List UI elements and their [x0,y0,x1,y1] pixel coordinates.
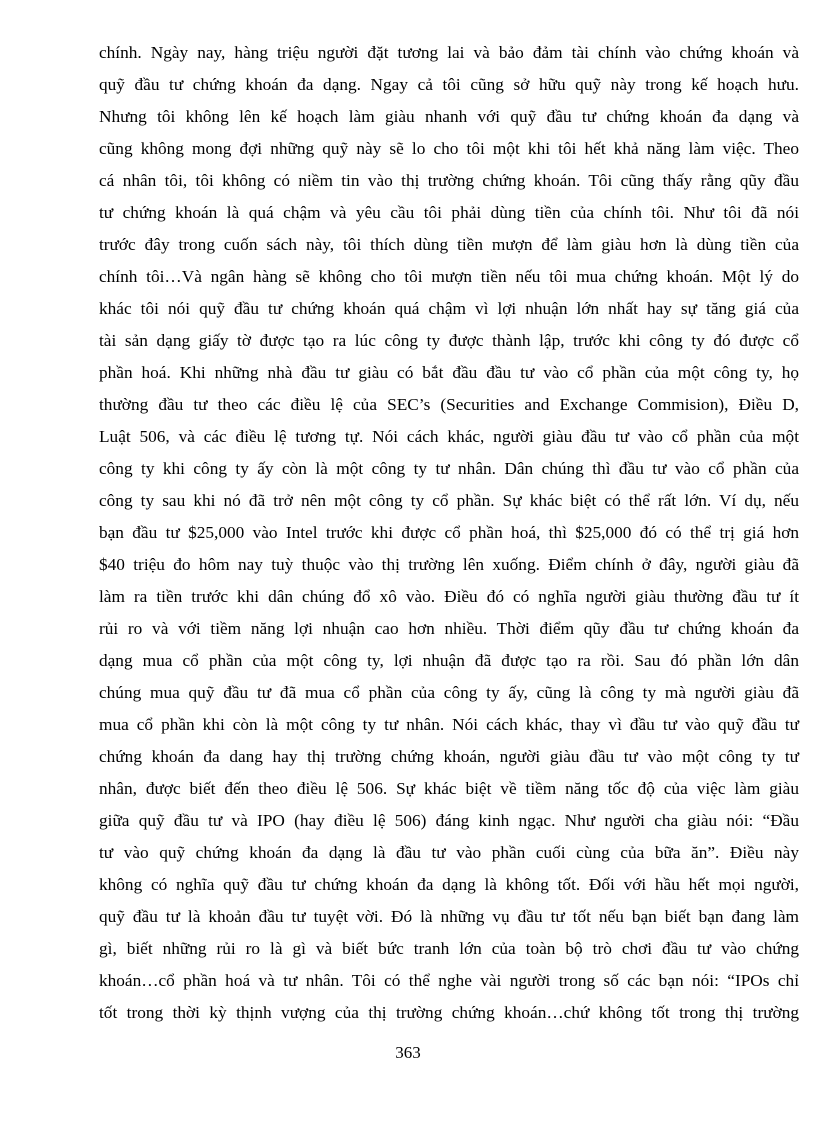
text-line: quỹ đầu tư là khoản đầu tư tuyệt vời. Đó là những vụ đầu tư tốt nếu bạn biết bạn đang làm [99,907,799,926]
text-line: trước đây trong cuốn sách này, tôi thích dùng tiền mượn để làm giàu hơn là dùng tiền của [99,235,799,254]
text-line: cá nhân tôi, tôi không có niềm tin vào thị trường chứng khoán. Tôi cũng thấy rằng qũy đầu [99,171,799,190]
text-line: gì, biết những rủi ro là gì và biết bức tranh lớn của toàn bộ trò chơi đầu tư vào chứng [99,939,799,958]
text-line: $40 triệu đo hôm nay tuỳ thuộc vào thị trường lên xuống. Điểm chính ở đây, người giàu đã [99,555,799,574]
text-line: không có nghĩa quỹ đầu tư chứng khoán đa dạng là không tốt. Đối với hầu hết mọi người, [99,875,799,894]
text-line: nhân, được biết đến theo điều lệ 506. Sự khác biệt về tiềm năng tốc độ của việc làm giàu [99,779,799,798]
text-line: thường đầu tư theo các điều lệ của SEC’s (Securities and Exchange Commision), Điều D, [99,395,799,414]
text-line: bạn đầu tư $25,000 vào Intel trước khi được cổ phần hoá, thì $25,000 đó có thể trị giá hơn [99,523,799,542]
text-line: chính tôi…Và ngân hàng sẽ không cho tôi mượn tiền nếu tôi mua chứng khoán. Một lý do [99,267,799,286]
text-line: phần hoá. Khi những nhà đầu tư giàu có bắt đầu đầu tư vào cổ phần của một công ty, họ [99,363,799,382]
text-line: Luật 506, và các điều lệ tương tự. Nói cách khác, người giàu đầu tư vào cổ phần của một [99,427,799,446]
text-line: làm ra tiền trước khi dân chúng đổ xô vào. Điều đó có nghĩa người giàu thường đầu tư ít [99,587,799,606]
body-text [99,37,799,1029]
text-line: chúng mua quỹ đầu tư đã mua cổ phần của công ty ấy, cũng là công ty mà người giàu đã [99,683,799,702]
text-line: Nhưng tôi không lên kế hoạch làm giàu nhanh với quỹ đầu tư chứng khoán đa dạng và [99,107,799,126]
text-line: cũng không mong đợi những quỹ này sẽ lo cho tôi một khi tôi hết khả năng làm việc. Theo [99,139,799,158]
text-line: rủi ro và với tiềm năng lợi nhuận cao hơn nhiều. Thời điểm qũy đầu tư chứng khoán đa [99,619,799,638]
text-line: khoán…cổ phần hoá và tư nhân. Tôi có thể nghe vài người trong số các bạn nói: “IPOs chỉ [99,971,799,990]
text-line: công ty sau khi nó đã trở nên một công ty cổ phần. Sự khác biệt có thể rất lớn. Ví dụ, nếu [99,491,799,510]
text-line: giữa quỹ đầu tư và IPO (hay điều lệ 506) đáng kinh ngạc. Như người cha giàu nói: “Đầu [99,811,799,830]
page-number: 363 [395,1043,421,1062]
text-line: chính. Ngày nay, hàng triệu người đặt tương lai và bảo đảm tài chính vào chứng khoán và [99,43,799,62]
text-line: chứng khoán đa dang hay thị trường chứng khoán, người giàu đầu tư vào một công ty tư [99,747,799,766]
text-line: mua cổ phần khi còn là một công ty tư nhân. Nói cách khác, thay vì đầu tư vào quỹ đầu tư [99,715,799,734]
text-line: quỹ đầu tư chứng khoán đa dạng. Ngay cả tôi cũng sở hữu quỹ này trong kế hoạch hưu. [99,75,799,94]
text-line: tốt trong thời kỳ thịnh vượng của thị trường chứng khoán…chứ không tốt trong thị trường [99,1003,799,1022]
text-line: khác tôi nói quỹ đầu tư chứng khoán quá chậm vì lợi nhuận lớn nhất hay sự tăng giá của [99,299,799,318]
text-line: công ty khi công ty ấy còn là một công ty tư nhân. Dân chúng thì đầu tư vào cổ phần của [99,459,799,478]
text-line: dạng mua cổ phần của một công ty, lợi nhuận đã được tạo ra rồi. Sau đó phần lớn dân [99,651,799,670]
text-line: tài sản dạng giấy tờ được tạo ra lúc công ty được thành lập, trước khi công ty đó được cổ [99,331,799,350]
text-line: tư chứng khoán là quá chậm và yêu cầu tôi phải dùng tiền của chính tôi. Như tôi đã nói [99,203,799,222]
text-line: tư vào quỹ chứng khoán đa dạng là đầu tư vào phần cuối cùng của bữa ăn”. Điều này [99,843,799,862]
